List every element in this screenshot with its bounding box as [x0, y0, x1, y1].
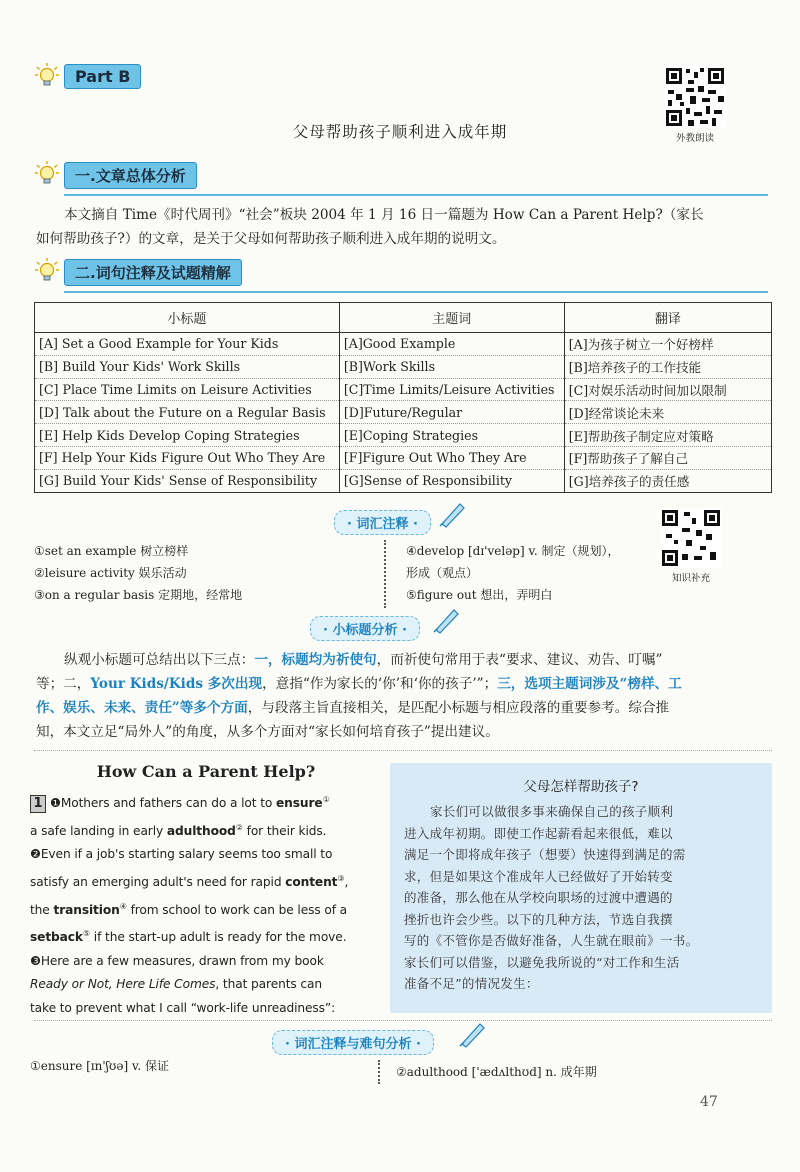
table-cell: [G]培养孩子的责任感 — [564, 469, 771, 492]
overview-line-2: 如何帮助孩子?）的文章，是关于父母如何帮助孩子顺利进入成年期的说明文。 — [36, 231, 506, 247]
vocab-item: ①set an example 树立榜样 — [34, 544, 189, 558]
translation-title: 父母怎样帮助孩子? — [523, 779, 639, 795]
section-label-overview: 一.文章总体分析 — [64, 162, 197, 189]
table-cell: [A] Set a Good Example for Your Kids — [35, 333, 340, 356]
table-cell: [B] Build Your Kids' Work Skills — [35, 355, 340, 378]
translation-line: 求，但是如果这个准成年人已经做好了开始转变 — [404, 868, 673, 884]
table-cell: [G]Sense of Responsibility — [339, 469, 564, 492]
analysis-line: 知，本文立足“局外人”的角度，从多个方面对“家长如何培育孩子”提出建议。 — [36, 724, 499, 740]
vocab-list-left — [34, 540, 242, 606]
table-cell: [E]帮助孩子制定应对策略 — [564, 424, 771, 447]
article-line: take to prevent what I call “work-life unreadiness”: — [30, 1001, 336, 1016]
page-number: 47 — [700, 1094, 718, 1110]
table-cell: [A]为孩子树立一个好榜样 — [564, 333, 771, 356]
table-cell: [E] Help Kids Develop Coping Strategies — [35, 424, 340, 447]
article-body — [30, 788, 380, 1021]
table-cell: [B]Work Skills — [339, 355, 564, 378]
vocab-item: ①ensure [ɪn'ʃʊə] v. 保证 — [30, 1059, 169, 1073]
part-label: Part B — [64, 64, 141, 89]
table-cell: [C]Time Limits/Leisure Activities — [339, 378, 564, 401]
translation-line: 进入成年初期。即使工作起薪看起来很低，难以 — [404, 825, 673, 841]
article-line: satisfy an emerging adult's need for rapid content③, — [30, 873, 349, 889]
table-cell: [F] Help Your Kids Figure Out Who They Are — [35, 446, 340, 469]
qr-code-icon — [660, 508, 722, 568]
analysis-line: 作、娱乐、未来、责任”等多个方面，与段落主旨直接相关，是匹配小标题与相应段落的重要参考。综合推 — [36, 700, 670, 716]
article-line: ❷Even if a job's starting salary seems too small to — [30, 847, 333, 862]
table-cell: [F]帮助孩子了解自己 — [564, 446, 771, 469]
article-line: a safe landing in early adulthood② for their kids. — [30, 822, 327, 838]
table-cell: [C]对娱乐活动时间加以限制 — [564, 378, 771, 401]
vocab-item: ④develop [dɪ'veləp] v. 制定（规划）， — [406, 544, 620, 558]
section-label-annotations: 二.词句注释及试题精解 — [64, 259, 242, 286]
table-cell: [D] Talk about the Future on a Regular Basis — [35, 401, 340, 424]
article-line: the transition④ from school to work can be less of a — [30, 901, 348, 917]
translation-box — [390, 763, 772, 1013]
table-header: 小标题 — [35, 303, 340, 333]
analysis-text — [36, 648, 776, 744]
article-line: Ready or Not, Here Life Comes, that parents can — [30, 977, 323, 992]
translation-line: 的准备，那么他在从学校向职场的过渡中遭遇的 — [404, 890, 673, 905]
table-cell: [C] Place Time Limits on Leisure Activities — [35, 378, 340, 401]
qr-code-icon — [664, 66, 726, 128]
table-cell: [E]Coping Strategies — [339, 424, 564, 447]
vocab-pill: · 词汇注释 · — [334, 510, 431, 535]
lightbulb-icon — [34, 160, 60, 186]
table-header: 主题词 — [339, 303, 564, 333]
table-row — [35, 378, 772, 401]
table-row — [35, 401, 772, 424]
translation-line: 挫折也许会少些。以下的几种方法，节选自我撰 — [404, 911, 673, 927]
qr-caption: 外教朗读 — [675, 133, 714, 144]
section-divider — [34, 750, 772, 751]
table-row — [35, 469, 772, 492]
vocab-item: ②leisure activity 娱乐活动 — [34, 566, 187, 580]
overview-line-1: 本文摘自 Time《时代周刊》“社会”板块 2004 年 1 月 16 日一篇题为 How Can a Parent Help?（家长 — [64, 207, 704, 223]
translation-line: 写的《不管你是否做好准备，人生就在眼前》一书。 — [404, 933, 699, 948]
table-cell: [F]Figure Out Who They Are — [339, 446, 564, 469]
translation-line: 家长们可以借鉴，以避免我所说的“对工作和生活 — [404, 954, 680, 970]
vocab-item: ②adulthood ['ædʌlthʊd] n. 成年期 — [396, 1065, 597, 1079]
analysis-pill: · 小标题分析 · — [310, 616, 420, 641]
section-divider — [64, 291, 768, 293]
translation-line: 准备不足”的情况发生： — [404, 976, 539, 991]
pen-icon — [458, 1020, 488, 1048]
article-line: 1 ❶Mothers and fathers can do a lot to ensure① — [30, 788, 380, 816]
translation-line: 家长们可以做很多事来确保自己的孩子顺利 — [430, 804, 674, 819]
analysis-line: 纵观小标题可总结出以下三点：一，标题均为祈使句，而祈使句常用于表“要求、建议、劝告、叮嘱” — [64, 652, 663, 668]
lightbulb-icon — [34, 62, 60, 88]
vocab-item: ③on a regular basis 定期地，经常地 — [34, 588, 243, 602]
table-cell: [G] Build Your Kids' Sense of Responsibility — [35, 469, 340, 492]
article-line: ❸Here are a few measures, drawn from my book — [30, 953, 324, 968]
section-divider — [34, 1020, 772, 1021]
heading-table — [34, 302, 772, 493]
article-title: How Can a Parent Help? — [96, 762, 316, 781]
column-divider — [384, 540, 396, 608]
translation-text — [390, 801, 772, 995]
pen-icon — [432, 606, 462, 634]
table-cell: [B]培养孩子的工作技能 — [564, 355, 771, 378]
article-line: setback⑤ if the start-up adult is ready for the move. — [30, 929, 347, 945]
table-cell: [D]Future/Regular — [339, 401, 564, 424]
table-row — [35, 333, 772, 356]
analysis-line: 等；二，Your Kids/Kids 多次出现，意指“作为家长的‘你’和‘你的孩子’”；三，选项主题词涉及“榜样、工 — [36, 676, 682, 692]
column-divider — [378, 1060, 388, 1084]
table-row — [35, 424, 772, 447]
vocab-item: 形成（观点） — [406, 566, 479, 580]
page-title: 父母帮助孩子顺利进入成年期 — [292, 123, 508, 141]
vocab-list-right — [406, 540, 619, 606]
qr-caption: 知识补充 — [671, 573, 710, 584]
table-row — [35, 355, 772, 378]
section-divider — [64, 194, 768, 196]
table-header: 翻译 — [564, 303, 771, 333]
lightbulb-icon — [34, 257, 60, 283]
vocab-analysis-pill: · 词汇注释与难句分析 · — [272, 1030, 434, 1055]
table-row — [35, 446, 772, 469]
vocab-item: ⑤figure out 想出，弄明白 — [406, 588, 553, 602]
table-cell: [A]Good Example — [339, 333, 564, 356]
pen-icon — [438, 500, 468, 528]
translation-line: 满足一个即将成年孩子（想要）快速得到满足的需 — [404, 847, 686, 862]
table-cell: [D]经常谈论未来 — [564, 401, 771, 424]
